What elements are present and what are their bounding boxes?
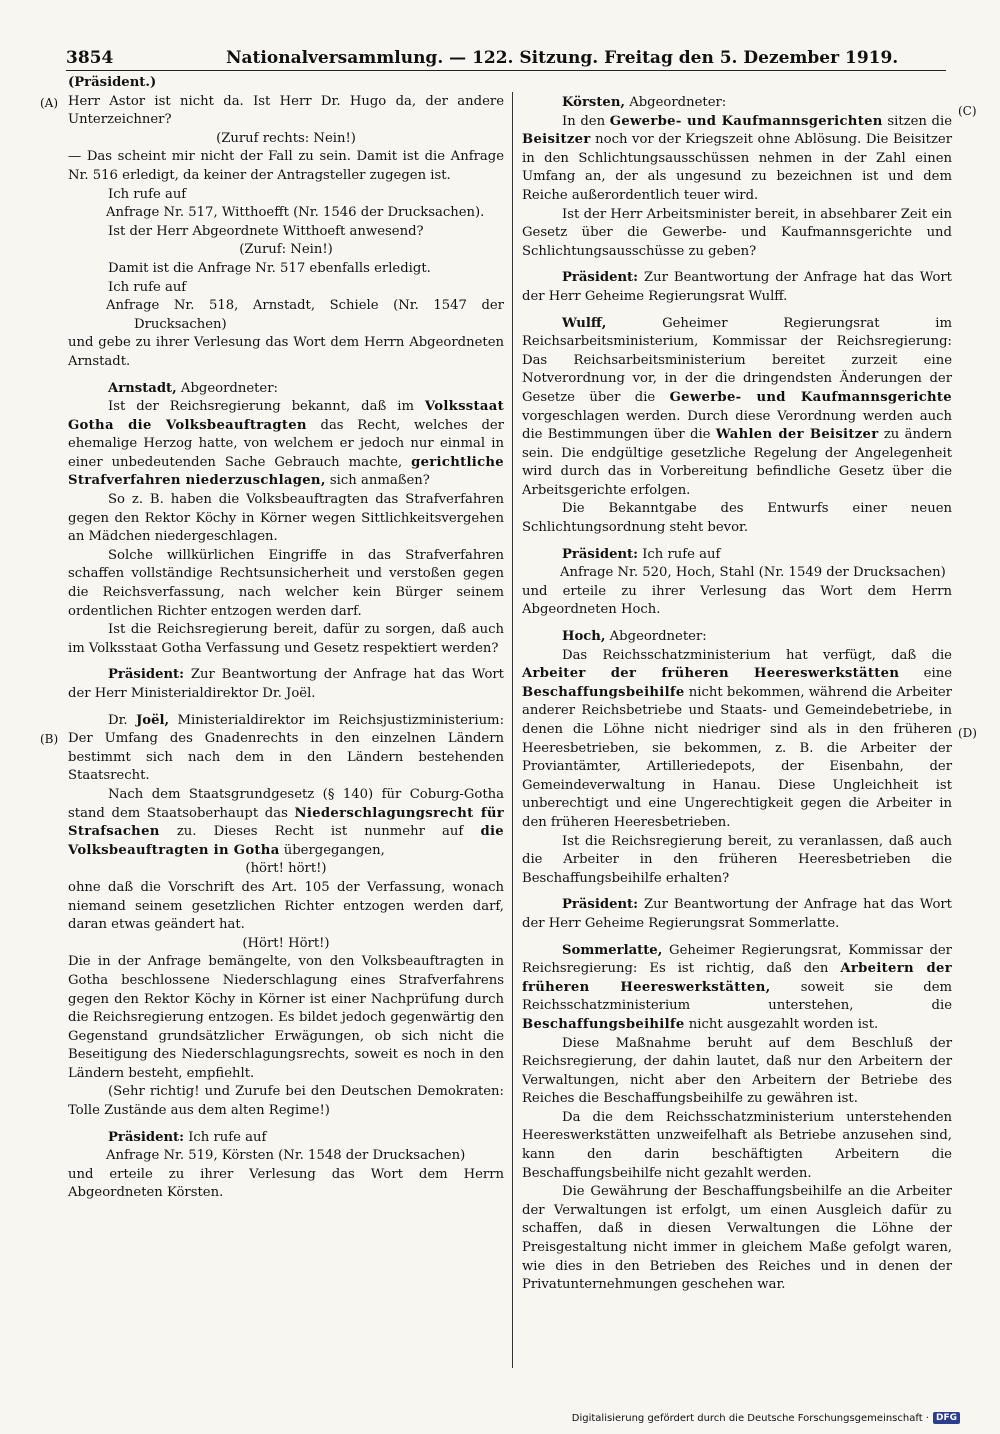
emphasis: Beschaffungsbeihilfe xyxy=(522,684,685,700)
text-run: soweit sie dem Reichsschatzministerium unterstehen, die xyxy=(522,979,952,1014)
dfg-logo: DFG xyxy=(933,1412,960,1424)
margin-marker-d: (D) xyxy=(958,726,977,740)
text-run: eine xyxy=(899,666,952,682)
inquiry-reference: Anfrage Nr. 519, Körsten (Nr. 1548 der Drucksachen) xyxy=(106,1148,466,1164)
right-column xyxy=(522,74,952,1295)
paragraph xyxy=(68,666,504,703)
paragraph: Da die dem Reichsschatzministerium unterstehenden Heereswerkstätten unzweifelhaft als Betriebe anzusehen sind, kann den darin beschäftigten Arbeitern die Beschaffungsbeihilfe nicht gezahlt werden. xyxy=(522,1109,952,1181)
text-run: Zur Beantwortung der Anfrage hat das Wort der Herr Geheime Regierungsrat Sommerlatte. xyxy=(522,897,952,931)
text-run: nicht bekommen, während die Arbeiter anderer Reichsbetriebe und Staats- und Gemeindebetriebe, in denen die Löhne nicht niedriger sind als in den früheren Heeresbetrieben, sie bekommen, z. B. die Arbeiter der Proviantämter, Artilleriedepots, der Eisenbahn, der Gemeindeverwaltung in Hanau. Diese Ungleichheit ist unberechtigt und eine Ungerechtigkeit gegen die Arbeiter in den früheren Heeresbetrieben. xyxy=(522,684,952,830)
speaker-name: Präsident: xyxy=(108,667,185,683)
emphasis: Beschaffungsbeihilfe xyxy=(522,1016,685,1032)
left-column xyxy=(68,74,504,1203)
speaker-name: Präsident: xyxy=(562,897,639,913)
digitization-footer xyxy=(572,1412,960,1424)
speaker-name: Körsten, xyxy=(562,95,626,110)
page-number: 3854 xyxy=(66,48,114,68)
speaker-continuation: (Präsident.) xyxy=(68,75,157,90)
text-run: Geheimer Regierungsrat im Reichsarbeitsministerium, Kommissar der Reichsregierung: Das Reichsarbeitsministerium bereitet zurzeit eine Notverordnung vor, in der die dringendsten Änderungen der Gesetze über die xyxy=(522,315,952,405)
interjection: (Hört! Hört!) xyxy=(242,935,330,951)
speaker-name: Präsident: xyxy=(562,270,639,286)
paragraph: Herr Astor ist nicht da. Ist Herr Dr. Hugo da, der andere Unterzeichner? xyxy=(68,93,504,128)
header-title: Nationalversammlung. — 122. Sitzung. Freitag den 5. Dezember 1919. xyxy=(226,48,899,68)
paragraph: und erteile zu ihrer Verlesung das Wort dem Herrn Abgeordneten Hoch. xyxy=(522,583,952,618)
emphasis: Niederschlagungsrecht für Strafsachen xyxy=(68,805,504,840)
header-rule xyxy=(66,70,946,71)
emphasis: Arbeitern der früheren Heereswerkstätten, xyxy=(522,961,952,995)
paragraph: Ist der Herr Abgeordnete Witthoeft anwesend? xyxy=(108,223,424,239)
paragraph: Die Bekanntgabe des Entwurfs einer neuen Schlichtungsordnung steht bevor. xyxy=(522,501,952,536)
text-run: Ist der Reichsregierung bekannt, daß im xyxy=(108,399,425,415)
text-run: noch vor der Kriegszeit ohne Ablösung. Die Beisitzer in den Schlichtungsausschüssen nehmen in der Zahl einen Umfang an, der als ungesund zu bezeichnen ist und dem Reiche außerordentlich teuer wird. xyxy=(522,132,952,203)
paragraph: So z. B. haben die Volksbeauftragten das Strafverfahren gegen den Rektor Köchy in Körner wegen Sittlichkeitsvergehen an Mädchen niedergeschlagen. xyxy=(68,492,504,545)
paragraph: Damit ist die Anfrage Nr. 517 ebenfalls erledigt. xyxy=(108,260,431,276)
text-run: Nach dem Staatsgrundgesetz (§ 140) für Coburg-Gotha stand dem Staatsoberhaupt das xyxy=(68,786,504,821)
emphasis: Beisitzer xyxy=(522,132,591,148)
speaker-line xyxy=(68,380,504,399)
text-run: sitzen die xyxy=(882,113,952,129)
paragraph: — Das scheint mir nicht der Fall zu sein. Damit ist die Anfrage Nr. 516 erledigt, da keiner der Antragsteller zugegen ist. xyxy=(68,149,504,183)
footer-text: Digitalisierung gefördert durch die Deutsche Forschungsgemeinschaft · xyxy=(571,1412,929,1424)
emphasis: Gewerbe- und Kaufmannsgerichten xyxy=(609,113,883,129)
interjection: (Sehr richtig! und Zurufe bei den Deutschen Demokraten: Tolle Zustände aus dem alten Regime!) xyxy=(68,1084,504,1119)
emphasis: Wahlen der Beisitzer xyxy=(715,427,879,443)
text-run: Ich rufe auf xyxy=(638,546,721,562)
text-run: Das Reichsschatzministerium hat verfügt, daß die xyxy=(562,647,952,663)
speaker-name: Hoch, xyxy=(562,629,606,645)
speaker-role: Abgeordneter: xyxy=(605,629,707,645)
paragraph xyxy=(68,398,504,491)
speaker-role: Abgeordneter: xyxy=(176,380,278,396)
text-run: Ich rufe auf xyxy=(184,1129,267,1145)
emphasis: gerichtliche Strafverfahren niederzuschlagen, xyxy=(68,454,504,489)
paragraph: Die Gewährung der Beschaffungsbeihilfe an die Arbeiter der Verwaltungen ist erfolgt, um einen Ausgleich dafür zu schaffen, daß in diesen Verwaltungen die Löhne der Preisgestaltung nicht immer in gleichem Maße gefolgt waren, wie dies in den Betrieben des Reiches und in denen der Privatunternehmungen geschehen war. xyxy=(522,1184,952,1293)
speaker-name: Präsident: xyxy=(562,546,639,562)
speaker-name: Wulff, xyxy=(562,315,607,331)
paragraph xyxy=(522,315,952,501)
emphasis: Arbeiter der früheren Heereswerkstätten xyxy=(522,666,900,682)
text-run: nicht ausgezahlt worden ist. xyxy=(684,1016,879,1032)
paragraph: Ist die Reichsregierung bereit, zu veranlassen, daß auch die Arbeiter in den früheren Heeresbetrieben die Beschaffungsbeihilfe erhalten? xyxy=(522,833,952,886)
text-run: zu. Dieses Recht ist nunmehr auf xyxy=(159,824,481,840)
text-run: sich anmaßen? xyxy=(325,473,430,489)
paragraph: Die in der Anfrage bemängelte, von den Volksbeauftragten in Gotha beschlossene Niederschlagung eines Strafverfahrens gegen den Rektor Köchy in Körner ist einer Nachprüfung durch die Reichsregierung entzogen. Es bildet jedoch gegenwärtig den Gegenstand grundsätzlicher Erwägungen, ob sich nicht die Beseitigung des Niederschlagungsrechts, soweit es noch in den Ländern besteht, empfiehlt. xyxy=(68,954,504,1081)
speaker-name: Sommerlatte, xyxy=(562,942,663,958)
interjection: (hört! hört!) xyxy=(245,861,327,877)
inquiry-reference: Anfrage Nr. 518, Arnstadt, Schiele (Nr. 1547 der Drucksachen) xyxy=(106,298,504,332)
paragraph: Solche willkürlichen Eingriffe in das Strafverfahren schaffen vollständige Rechtsunsicherheit und verstoßen gegen die Reichsverfassung, nach welcher kein Bürger seinem ordentlichen Richter entzogen werden darf. xyxy=(68,547,504,619)
margin-marker-c: (C) xyxy=(958,104,977,118)
emphasis: Gewerbe- und Kaufmannsgerichte xyxy=(669,389,952,405)
text-run: In den xyxy=(562,113,610,129)
speaker-name: Joël, xyxy=(136,712,170,728)
text-run: zu ändern sein. Die endgültige gesetzliche Regelung der Angelegenheit wird durch das in Vorbereitung befindliche Gesetz über die Arbeitsgerichte erfolgen. xyxy=(522,427,952,498)
text-run: Geheimer Regierungsrat, Kommissar der Reichsregierung: Es ist richtig, daß den xyxy=(522,942,952,977)
emphasis: Volksstaat Gotha die Volksbeauftragten xyxy=(68,399,504,433)
speaker-name: Arnstadt, xyxy=(108,380,177,396)
paragraph xyxy=(522,942,952,1035)
text-run: Zur Beantwortung der Anfrage hat das Wort der Herr Geheime Regierungsrat Wulff. xyxy=(522,270,952,304)
interjection: (Zuruf rechts: Nein!) xyxy=(216,130,356,146)
paragraph xyxy=(522,647,952,833)
speaker-role: Abgeordneter: xyxy=(625,95,727,110)
paragraph xyxy=(522,113,952,206)
paragraph: Ist die Reichsregierung bereit, dafür zu sorgen, daß auch im Volksstaat Gotha Verfassung und Gesetz respektiert werden? xyxy=(68,622,504,656)
paragraph: ohne daß die Vorschrift des Art. 105 der Verfassung, wonach niemand seinem gesetzlichen Richter entzogen werden darf, daran etwas geändert hat. xyxy=(68,879,504,933)
column-divider xyxy=(512,92,513,1368)
text-run: Dr. xyxy=(108,712,137,728)
speaker-name: Präsident: xyxy=(108,1129,185,1145)
paragraph xyxy=(68,1129,504,1148)
text-run: übergegangen, xyxy=(279,842,385,858)
paragraph xyxy=(522,896,952,933)
text-run: Ministerialdirektor im Reichsjustizministerium: Der Umfang des Gnadenrechts in den einzelnen Ländern bestimmt sich nach dem in den Ländern bestehenden Staatsrecht. xyxy=(68,712,505,784)
paragraph xyxy=(522,269,952,306)
text-run: vorgeschlagen werden. Durch diese Verordnung werden auch die Bestimmungen über die xyxy=(522,408,952,443)
paragraph: Ich rufe auf xyxy=(108,186,187,202)
interjection: (Zuruf: Nein!) xyxy=(239,242,333,258)
speaker-line xyxy=(522,628,952,647)
speaker-line xyxy=(522,94,952,113)
paragraph: Diese Maßnahme beruht auf dem Beschluß der Reichsregierung, der dahin lautet, daß nur den Arbeitern der Verwaltungen, nicht aber den Arbeitern der Betriebe des Reiches die Beschaffungsbeihilfe zu gewähren ist. xyxy=(522,1035,952,1107)
paragraph xyxy=(68,712,504,786)
paragraph: Ich rufe auf xyxy=(108,279,187,295)
paragraph xyxy=(68,786,504,860)
emphasis: die Volksbeauftragten in Gotha xyxy=(68,824,504,858)
text-run: das Recht, welches der ehemalige Herzog hatte, von welchem er jedoch nur einmal in einer unbedeutenden Sache Gebrauch machte, xyxy=(68,417,504,470)
paragraph: Ist der Herr Arbeitsminister bereit, in absehbarer Zeit ein Gesetz über die Gewerbe- und Kaufmannsgerichte und Schlichtungsausschüsse zu geben? xyxy=(522,206,952,259)
margin-marker-a: (A) xyxy=(40,96,59,110)
paragraph: und erteile zu ihrer Verlesung das Wort dem Herrn Abgeordneten Körsten. xyxy=(68,1166,504,1201)
paragraph: und gebe zu ihrer Verlesung das Wort dem Herrn Abgeordneten Arnstadt. xyxy=(68,335,504,369)
inquiry-reference: Anfrage Nr. 520, Hoch, Stahl (Nr. 1549 der Drucksachen) xyxy=(560,565,946,581)
paragraph xyxy=(522,546,952,565)
inquiry-reference: Anfrage Nr. 517, Witthoefft (Nr. 1546 der Drucksachen). xyxy=(106,205,485,221)
text-run: Zur Beantwortung der Anfrage hat das Wort der Herr Ministerialdirektor Dr. Joël. xyxy=(68,667,504,701)
margin-marker-b: (B) xyxy=(40,732,59,746)
